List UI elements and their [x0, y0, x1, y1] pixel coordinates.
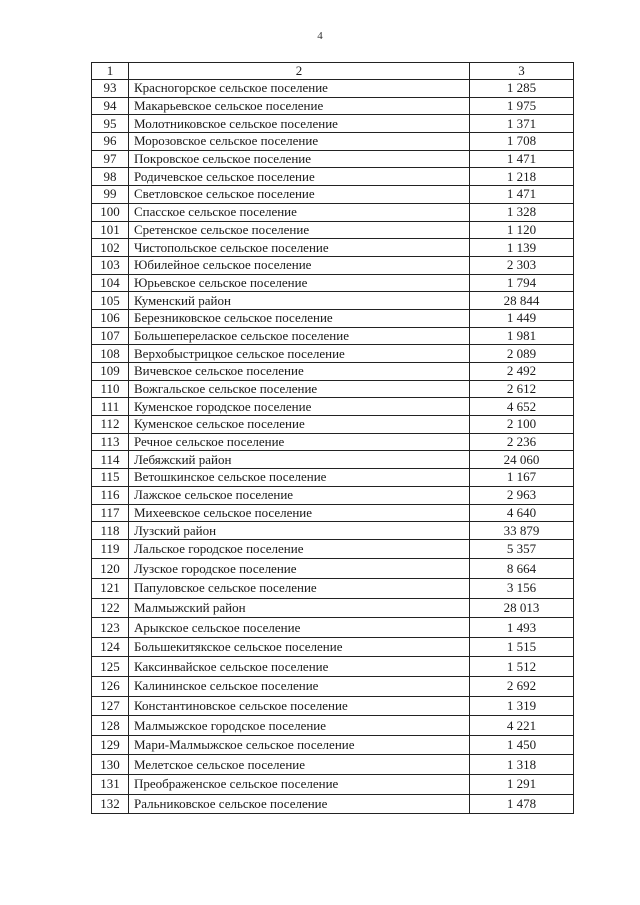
table-row	[92, 168, 574, 186]
table-row	[92, 755, 574, 775]
municipality-name: Куменское городское поселение	[129, 398, 470, 416]
row-number: 128	[92, 716, 129, 736]
table-row	[92, 133, 574, 151]
table-row	[92, 598, 574, 618]
municipality-name: Каксинвайское сельское поселение	[129, 657, 470, 677]
row-number: 106	[92, 309, 129, 327]
row-number: 110	[92, 380, 129, 398]
table-row	[92, 433, 574, 451]
row-number: 117	[92, 504, 129, 522]
row-number: 119	[92, 539, 129, 559]
municipality-name: Красногорское сельское поселение	[129, 80, 470, 98]
municipality-name: Михеевское сельское поселение	[129, 504, 470, 522]
table-row	[92, 203, 574, 221]
population-value: 2 963	[470, 486, 574, 504]
population-value: 1 328	[470, 203, 574, 221]
row-number: 96	[92, 133, 129, 151]
municipality-name: Ветошкинское сельское поселение	[129, 469, 470, 487]
population-value: 1 515	[470, 637, 574, 657]
municipality-name: Юбилейное сельское поселение	[129, 256, 470, 274]
table-row	[92, 292, 574, 310]
table-row	[92, 221, 574, 239]
row-number: 97	[92, 150, 129, 168]
row-number: 127	[92, 696, 129, 716]
population-value: 2 692	[470, 677, 574, 697]
table-row	[92, 696, 574, 716]
row-number: 103	[92, 256, 129, 274]
table-row	[92, 380, 574, 398]
row-number: 122	[92, 598, 129, 618]
table-row	[92, 579, 574, 599]
municipality-name: Мари-Малмыжское сельское поселение	[129, 735, 470, 755]
municipality-name: Спасское сельское поселение	[129, 203, 470, 221]
population-value: 2 100	[470, 416, 574, 434]
table-row	[92, 115, 574, 133]
row-number: 124	[92, 637, 129, 657]
table-row	[92, 539, 574, 559]
municipality-name: Светловское сельское поселение	[129, 186, 470, 204]
municipality-name: Чистопольское сельское поселение	[129, 239, 470, 257]
municipality-name: Вожгальское сельское поселение	[129, 380, 470, 398]
row-number: 131	[92, 775, 129, 795]
row-number: 109	[92, 363, 129, 381]
municipality-name: Речное сельское поселение	[129, 433, 470, 451]
municipality-name: Малмыжское городское поселение	[129, 716, 470, 736]
table-row	[92, 345, 574, 363]
table-row	[92, 469, 574, 487]
column-header-1: 1	[92, 63, 129, 80]
population-value: 1 471	[470, 150, 574, 168]
municipality-name: Арыкское сельское поселение	[129, 618, 470, 638]
municipality-name: Преображенское сельское поселение	[129, 775, 470, 795]
table-row	[92, 80, 574, 98]
population-value: 28 013	[470, 598, 574, 618]
municipality-name: Морозовское сельское поселение	[129, 133, 470, 151]
table-row	[92, 559, 574, 579]
row-number: 108	[92, 345, 129, 363]
municipality-name: Ральниковское сельское поселение	[129, 794, 470, 814]
row-number: 114	[92, 451, 129, 469]
population-value: 1 167	[470, 469, 574, 487]
population-value: 1 471	[470, 186, 574, 204]
municipality-name: Куменское сельское поселение	[129, 416, 470, 434]
municipality-name: Папуловское сельское поселение	[129, 579, 470, 599]
table-row	[92, 504, 574, 522]
table-row	[92, 637, 574, 657]
row-number: 100	[92, 203, 129, 221]
row-number: 121	[92, 579, 129, 599]
row-number: 98	[92, 168, 129, 186]
municipality-name: Калининское сельское поселение	[129, 677, 470, 697]
data-table	[91, 62, 574, 814]
table-row	[92, 775, 574, 795]
row-number: 116	[92, 486, 129, 504]
table-row	[92, 150, 574, 168]
table-row	[92, 451, 574, 469]
population-value: 1 285	[470, 80, 574, 98]
row-number: 104	[92, 274, 129, 292]
table-row	[92, 486, 574, 504]
table-row	[92, 274, 574, 292]
population-value: 1 493	[470, 618, 574, 638]
population-value: 5 357	[470, 539, 574, 559]
table-header-row	[92, 63, 574, 80]
population-value: 1 708	[470, 133, 574, 151]
table-row	[92, 239, 574, 257]
row-number: 112	[92, 416, 129, 434]
table-row	[92, 522, 574, 540]
population-value: 1 120	[470, 221, 574, 239]
column-header-3: 3	[470, 63, 574, 80]
population-value: 4 652	[470, 398, 574, 416]
table-row	[92, 327, 574, 345]
municipality-name: Верхобыстрицкое сельское поселение	[129, 345, 470, 363]
table-row	[92, 186, 574, 204]
row-number: 102	[92, 239, 129, 257]
row-number: 123	[92, 618, 129, 638]
table-row	[92, 256, 574, 274]
municipality-name: Лебяжский район	[129, 451, 470, 469]
population-value: 2 492	[470, 363, 574, 381]
municipality-name: Родичевское сельское поселение	[129, 168, 470, 186]
table-row	[92, 618, 574, 638]
page-number: 4	[317, 30, 323, 42]
municipality-name: Большеперелаское сельское поселение	[129, 327, 470, 345]
municipality-name: Лузский район	[129, 522, 470, 540]
population-value: 1 318	[470, 755, 574, 775]
row-number: 93	[92, 80, 129, 98]
row-number: 113	[92, 433, 129, 451]
municipality-name: Березниковское сельское поселение	[129, 309, 470, 327]
population-value: 1 218	[470, 168, 574, 186]
municipality-name: Макарьевское сельское поселение	[129, 97, 470, 115]
row-number: 94	[92, 97, 129, 115]
column-header-2: 2	[129, 63, 470, 80]
table-row	[92, 794, 574, 814]
population-value: 24 060	[470, 451, 574, 469]
population-value: 1 371	[470, 115, 574, 133]
municipality-name: Малмыжский район	[129, 598, 470, 618]
row-number: 107	[92, 327, 129, 345]
municipality-name: Вичевское сельское поселение	[129, 363, 470, 381]
municipality-name: Лузское городское поселение	[129, 559, 470, 579]
population-value: 28 844	[470, 292, 574, 310]
municipality-name: Сретенское сельское поселение	[129, 221, 470, 239]
row-number: 115	[92, 469, 129, 487]
population-value: 8 664	[470, 559, 574, 579]
row-number: 132	[92, 794, 129, 814]
population-value: 2 612	[470, 380, 574, 398]
row-number: 130	[92, 755, 129, 775]
population-value: 1 512	[470, 657, 574, 677]
population-value: 1 291	[470, 775, 574, 795]
row-number: 129	[92, 735, 129, 755]
row-number: 111	[92, 398, 129, 416]
municipality-name: Молотниковское сельское поселение	[129, 115, 470, 133]
population-value: 1 449	[470, 309, 574, 327]
row-number: 118	[92, 522, 129, 540]
table-row	[92, 309, 574, 327]
row-number: 105	[92, 292, 129, 310]
population-value: 3 156	[470, 579, 574, 599]
table-row	[92, 363, 574, 381]
population-value: 1 794	[470, 274, 574, 292]
row-number: 125	[92, 657, 129, 677]
municipality-name: Мелетское сельское поселение	[129, 755, 470, 775]
population-value: 1 975	[470, 97, 574, 115]
table-row	[92, 97, 574, 115]
municipality-name: Куменский район	[129, 292, 470, 310]
population-value: 1 139	[470, 239, 574, 257]
municipality-name: Лажское сельское поселение	[129, 486, 470, 504]
municipality-name: Константиновское сельское поселение	[129, 696, 470, 716]
row-number: 101	[92, 221, 129, 239]
table-row	[92, 398, 574, 416]
table-row	[92, 416, 574, 434]
table-row	[92, 657, 574, 677]
population-value: 4 640	[470, 504, 574, 522]
row-number: 99	[92, 186, 129, 204]
table-container	[91, 62, 573, 814]
population-value: 4 221	[470, 716, 574, 736]
population-value: 1 478	[470, 794, 574, 814]
municipality-name: Юрьевское сельское поселение	[129, 274, 470, 292]
table-body	[92, 80, 574, 814]
table-row	[92, 716, 574, 736]
table-row	[92, 735, 574, 755]
row-number: 95	[92, 115, 129, 133]
municipality-name: Покровское сельское поселение	[129, 150, 470, 168]
population-value: 1 319	[470, 696, 574, 716]
municipality-name: Лальское городское поселение	[129, 539, 470, 559]
row-number: 120	[92, 559, 129, 579]
population-value: 2 236	[470, 433, 574, 451]
population-value: 2 089	[470, 345, 574, 363]
population-value: 1 450	[470, 735, 574, 755]
row-number: 126	[92, 677, 129, 697]
population-value: 2 303	[470, 256, 574, 274]
table-row	[92, 677, 574, 697]
population-value: 33 879	[470, 522, 574, 540]
municipality-name: Большекитякское сельское поселение	[129, 637, 470, 657]
population-value: 1 981	[470, 327, 574, 345]
